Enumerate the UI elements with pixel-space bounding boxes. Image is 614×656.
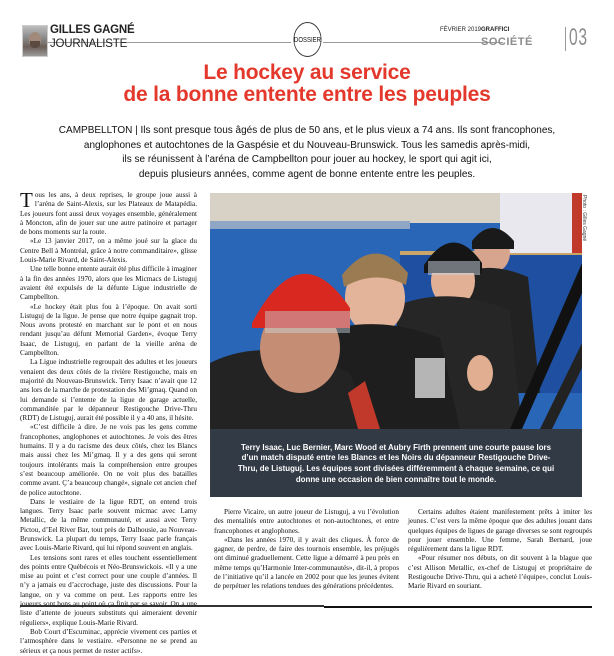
header-divider	[565, 27, 566, 51]
paragraph: «C’est difficile à dire. Je ne vois pas les gens comme francophones, anglophones et autochtones. Je vois des êtres humains. Il y a du racisme des deux côtés, chez les Blancs mais aussi chez les Mi’gmaq. Il y a des gens qui seront toujours intolérants mais la compréhension entre groupes s’est beaucoup améliorée. On ne voit plus des batailles comme avant. Ç’a beaucoup changé», signale cet ancien chef de police autochtone.	[20, 423, 197, 497]
title-line-1: Le hockey au service	[203, 61, 411, 84]
paragraph: «Dans les années 1970, il y avait des cliques. À force de gagner, de perdre, de faire des tournois ensemble, les préjugés ont diminué graduellement. Cette ligue a démarré à peu près en même temps qu’Harmonie Inter-communautés», dit-il, à propos de l’initiative qu’il a lancée en 2002 pour que les jeunes évitent de perpétuer les relations tendues des générations précédentes.	[214, 535, 399, 591]
bottom-rule-left	[20, 605, 324, 607]
avatar-beard	[30, 41, 40, 48]
author-role: JOURNALISTE	[50, 38, 128, 50]
page-number: 03	[569, 24, 588, 51]
lede-line-3: ils se réunissent à l’aréna de Campbellton pour jouer au hockey, le sport qui agit ici,	[122, 154, 492, 165]
paragraph: Dans le vestiaire de la ligue RDT, on entend trois langues. Terry Isaac parle souvent micmac avec Lamy Metallic, de la même communauté, et aussi avec Terry Pictou, d’Eel River Bar, tout près de Dalhousie, au Nouveau-Brunswick. La plupart du temps, Terry Isaac parle français avec Louis-Marie Rivard, qui lui répond souvent en anglais.	[20, 497, 197, 553]
author-avatar	[22, 25, 48, 57]
issue-date: FÉVRIER 2019	[440, 27, 482, 33]
body-column-1	[20, 188, 197, 656]
paragraph: Les tensions sont rares et elles touchent essentiellement des points entre Québécois et Néo-Brunswickois. «Il y a une mise au point et c’est correct pour une couple d’années. Il n’y a jamais eu d’accrochage, juste des discussions. Pour la langue, on y va comme on peut. Les rapports entre les liste d’attente de joueurs substituts qui aimeraient devenir réguliers», explique Louis-Marie Rivard.	[20, 553, 197, 627]
photo-credit: Photo : Gilles Gagné	[581, 195, 587, 242]
lede-line-2: anglophones et autochtones de la Gaspésie et du Nouveau-Brunswick. Tous les samedis après-midi,	[83, 139, 531, 151]
paragraph: «Le 13 janvier 2017, on a même joué sur la glace du Centre Bell à Montréal, grâce à notre commanditaire», glisse Louis-Marie Rivard, de Saint-Alexis.	[20, 237, 197, 265]
bottom-rule-right	[324, 606, 592, 608]
article-lede	[0, 124, 614, 182]
paragraph: Une telle bonne entente aurait été plus difficile à imaginer à la fin des années 1970, alors que les Micmacs de Listuguj avaient été expulsés de la défunte Ligue industrielle de Campbellton.	[20, 265, 197, 302]
hockey-players-photo	[210, 193, 582, 429]
section-badge: DOSSIER	[294, 22, 322, 57]
paragraph-text: ous les ans, à deux reprises, le groupe joue aussi à l’aréna de Saint-Alexis, sur les Plateaux de Matapédia. Les joueurs font aussi deux voyages ensemble, généralement à Moncton, afin de jouer sur une autre patinoire et partager de bons moments sur la route.	[20, 191, 197, 237]
photo-illustration	[210, 193, 582, 429]
paragraph: «Le hockey était plus fou à l’époque. On avait sorti Listuguj de la ligue. Je pense que notre équipe gagnait trop. Nous avons protesté en marchant sur le pont et en nous rendant jusqu’au défunt Memorial Garden», évoque Terry Isaac, de Listuguj, en parlant de la vieille aréna de Campbellton.	[20, 302, 197, 358]
paragraph: Bob Court d’Escuminac, apprécie vivement ces parties et l’atmosphère dans le vestiaire. «Personne ne se prend au sérieux et ça nous permet de rester actifs».	[20, 627, 197, 655]
paragraph	[20, 188, 197, 237]
header-rule-right	[323, 42, 503, 43]
body-column-3	[408, 508, 592, 592]
photo-caption-text: Terry Isaac, Luc Bernier, Marc Wood et Aubry Firth prennent une courte pause lors d’un match disputé entre les Blancs et les Noirs du dépanneur Restigouche Drive-Thru, de Listuguj. Les équipes sont divisées différemment à chaque semaine, ce qui donne une occasion de bien connaître tout le monde.	[237, 441, 555, 484]
body-column-2	[214, 508, 399, 592]
section-label: SOCIÉTÉ	[481, 36, 533, 48]
paragraph: Pierre Vicaire, un autre joueur de Listuguj, a vu l’évolution des mentalités entre autochtones et non-autochtones, et entre francophones et anglophones.	[214, 508, 399, 535]
photo-caption	[210, 429, 582, 497]
lede-line-4: depuis plusieurs années, comme agent de bonne entente entre les peuples.	[138, 168, 476, 180]
author-name: GILLES GAGNÉ	[50, 24, 135, 36]
paragraph: «Pour résumer nos débuts, on dit souvent à la blague que c’est Allison Metallic, ex-chef de Listuguj et propriétaire de Restigouche Drive-Thru, qui a acheté l’équipe», conclut Louis-Marie Rivard en souriant.	[408, 554, 592, 591]
article-title	[0, 62, 614, 106]
title-line-2: de la bonne entente entre les peuples	[123, 83, 491, 106]
magazine-brand: GRAFFICI	[481, 27, 510, 33]
drop-cap: T	[20, 188, 33, 212]
paragraph: Certains adultes étaient manifestement prêts à imiter les jeunes. C’est vers la même époque que des adultes jouant dans quelques équipes de ligues de garage diverses se sont regroupés pour jouer ensemble. Une femme, Sarah Bernard, joue régulièrement dans la ligue RDT.	[408, 508, 592, 554]
lede-line-1: CAMPBELLTON | Ils sont presque tous âgés de plus de 50 ans, et le plus vieux a 74 ans. Ils sont francophones,	[58, 125, 556, 136]
paragraph: La Ligue industrielle regroupait des adultes et les joueurs venaient des deux côtés de la rivière Restigouche, mais en majorité du Nouveau-Brunswick. Terry Isaac n’avait que 12 ans lors de la marche de protestation des Mi’gmaq. Quand on lui demande si l’entente de la ligue de garage actuelle, commanditée par le dépanneur Restigouche Drive-Thru (RDT) de Listuguj, aurait été possible il y a 40 ans, il hésite.	[20, 358, 197, 423]
